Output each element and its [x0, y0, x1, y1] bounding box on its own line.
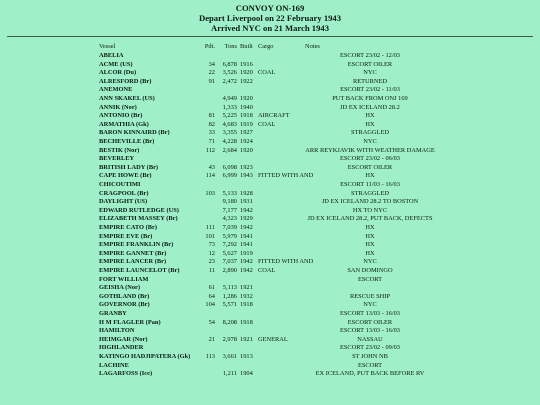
vessel-notes: HX: [365, 241, 375, 249]
vessel-name: HEIMGAR (Nor): [99, 335, 148, 343]
vessel-name: ALRESFORD (Br): [99, 77, 152, 85]
vessel-notes: ESCORT OILER: [347, 60, 393, 68]
vessel-tons: 3,355: [222, 129, 237, 137]
table-row: [0, 181, 540, 189]
vessel-built: 1918: [240, 112, 253, 120]
vessel-cargo: COAL: [258, 120, 276, 128]
vessel-notes: HX TO NYC: [352, 206, 388, 214]
vessel-pdt: 112: [205, 146, 215, 154]
vessel-pdt: 73: [208, 241, 215, 249]
vessel-notes: ESCORT 23/02 - 09/03: [339, 344, 401, 352]
vessel-notes: RETURNED: [352, 77, 388, 85]
vessel-notes: HX: [365, 120, 375, 128]
vessel-name: ANN SKAKEL (US): [99, 95, 155, 102]
vessel-name: BARON KINNAIRD (Br): [99, 129, 170, 137]
vessel-pdt: 82: [208, 120, 215, 128]
vessel-built: 1919: [240, 249, 253, 257]
table-row: [0, 69, 540, 77]
vessel-notes: HX: [365, 112, 375, 120]
table-row: [0, 164, 540, 172]
table-row: [0, 293, 540, 301]
vessel-notes: JD EX ICELAND 28.2: [340, 103, 400, 111]
col-cargo: Cargo: [258, 43, 274, 50]
vessel-tons: 6,098: [222, 163, 237, 171]
vessel-built: 1921: [240, 335, 253, 343]
vessel-notes: ESCORT 11/03 - 16/03: [340, 181, 400, 188]
vessel-cargo: FITTED WITH AND: [258, 258, 314, 266]
vessel-built: 1904: [240, 370, 253, 378]
vessel-built: 1942: [240, 224, 253, 231]
vessel-name: EMPIRE LANCER (Br): [99, 258, 167, 266]
vessel-cargo: COAL: [258, 267, 276, 274]
vessel-tons: 5,571: [222, 301, 237, 309]
vessel-name: GOTHLAND (Br): [99, 292, 150, 300]
vessel-pdt: 12: [208, 249, 215, 257]
vessel-pdt: 22: [208, 69, 215, 77]
vessel-built: 1942: [240, 258, 253, 266]
table-row: [0, 301, 540, 309]
vessel-notes: NASSAU: [357, 335, 383, 343]
vessel-name: BEVERLEY: [99, 155, 135, 163]
vessel-tons: 4,323: [222, 215, 237, 223]
vessel-built: 1913: [240, 353, 253, 360]
vessel-notes: HX: [365, 232, 375, 240]
vessel-name: EMPIRE EVE (Br): [99, 232, 153, 240]
vessel-built: 1941: [240, 232, 253, 240]
vessel-tons: 8,208: [222, 318, 237, 326]
vessel-notes: ESCORT OILER: [347, 318, 393, 326]
vessel-built: 1942: [240, 206, 253, 214]
vessel-tons: 4,228: [222, 138, 237, 145]
vessel-tons: 7,292: [222, 241, 237, 249]
vessel-built: 1916: [240, 60, 253, 68]
vessel-name: ABELIA: [99, 52, 124, 59]
vessel-name: CAPE HOWE (Br): [99, 172, 152, 180]
table-row: [0, 190, 540, 198]
table-row: [0, 241, 540, 249]
table-row: [0, 215, 540, 223]
vessel-name: GOVERNOR (Br): [99, 301, 150, 309]
vessel-name: DAYLIGHT (US): [99, 198, 148, 206]
vessel-cargo: AIRCRAFT: [258, 112, 290, 120]
vessel-notes: RESCUE SHIP: [350, 292, 390, 300]
vessel-name: CHICOUTIMI: [99, 181, 141, 188]
vessel-tons: 5,225: [222, 112, 237, 120]
vessel-name: ACME (US): [99, 60, 133, 68]
table-row: [0, 78, 540, 86]
vessel-name: GEISHA (Nor): [99, 284, 141, 292]
table-row: [0, 276, 540, 284]
vessel-pdt: 21: [208, 335, 215, 343]
vessel-built: 1932: [240, 292, 253, 300]
vessel-name: GRANBY: [99, 310, 127, 317]
col-pdt: Pdt.: [204, 43, 215, 50]
vessel-notes: NYC: [363, 258, 377, 266]
vessel-name: ELIZABETH MASSEY (Br): [99, 215, 178, 223]
vessel-cargo: FITTED WITH AND: [258, 172, 314, 180]
vessel-name: ANTONIO (Br): [99, 112, 143, 120]
table-row: [0, 147, 540, 155]
table-row: [0, 370, 540, 378]
table-row: [0, 138, 540, 146]
col-vessel: Vessel: [99, 43, 116, 50]
vessel-name: BESTIK (Nor): [99, 146, 140, 154]
vessel-name: ARMATHIA (Gk): [99, 120, 149, 128]
table-row: [0, 155, 540, 163]
vessel-pdt: 104: [205, 301, 215, 309]
vessel-pdt: 103: [205, 189, 215, 197]
vessel-tons: 9,180: [222, 198, 237, 206]
vessel-pdt: 11: [208, 267, 215, 274]
vessel-notes: ESCORT OILER: [347, 163, 393, 171]
vessel-notes: SAN DOMINGO: [347, 267, 393, 274]
vessel-notes: ESCORT 13/03 - 16/03: [339, 310, 401, 317]
col-notes: Notes: [305, 43, 320, 50]
vessel-built: 1929: [240, 215, 253, 223]
vessel-notes: STRAGGLED: [351, 189, 389, 197]
vessel-pdt: 101: [205, 232, 215, 240]
table-row: [0, 207, 540, 215]
vessel-notes: JD EX ICELAND 28.2 TO BOSTON: [321, 198, 419, 206]
vessel-name: EDWARD RUTLEDGE (US): [99, 206, 179, 214]
vessel-pdt: 71: [208, 138, 215, 145]
vessel-name: FORT WILLIAM: [99, 275, 149, 283]
vessel-name: BRITISH LADY (Br): [99, 163, 159, 171]
vessel-pdt: 34: [208, 60, 215, 68]
table-row: [0, 319, 540, 327]
vessel-notes: STRAGGLED: [351, 129, 389, 137]
vessel-tons: 6,999: [222, 172, 237, 180]
table-row: [0, 353, 540, 361]
vessel-tons: 1,333: [222, 103, 237, 111]
vessel-built: 1942: [240, 267, 253, 274]
table-row: [0, 310, 540, 318]
vessel-built: 1928: [240, 189, 253, 197]
vessel-tons: 5,113: [222, 284, 237, 292]
table-row: [0, 250, 540, 258]
vessel-tons: 5,133: [222, 189, 237, 197]
col-built: Built: [240, 43, 253, 50]
vessel-notes: NYC: [363, 69, 377, 77]
vessel-tons: 7,037: [222, 258, 237, 266]
vessel-tons: 2,472: [222, 77, 237, 85]
vessel-tons: 4,683: [222, 120, 237, 128]
vessel-name: LACHINE: [99, 361, 129, 369]
vessel-name: BECHEVILLE (Br): [99, 138, 155, 145]
vessel-notes: PUT BACK FROM ONJ 169: [332, 95, 408, 102]
vessel-tons: 4,949: [222, 95, 237, 102]
vessel-notes: ARR REYKJAVIK WITH WEATHER DAMAGE: [305, 146, 435, 154]
convoy-header: [0, 0, 540, 33]
vessel-pdt: 111: [205, 224, 215, 231]
vessel-pdt: 43: [208, 163, 215, 171]
vessel-cargo: GENERAL: [258, 335, 288, 343]
table-row: [0, 344, 540, 352]
vessel-notes: EX ICELAND, PUT BACK BEFORE RV: [315, 370, 425, 378]
vessel-name: EMPIRE LAUNCELOT (Br): [99, 267, 180, 274]
vessel-notes: ESCORT 23/02 - 12/03: [339, 52, 401, 59]
vessel-pdt: 91: [208, 77, 215, 85]
vessel-built: 1931: [240, 198, 253, 206]
table-row: [0, 52, 540, 60]
vessel-built: 1941: [240, 241, 253, 249]
vessel-pdt: 61: [208, 284, 215, 292]
vessel-tons: 7,039: [222, 224, 237, 231]
vessel-name: HIGHLANDER: [99, 344, 144, 352]
vessel-built: 1923: [240, 163, 253, 171]
vessel-notes: ST JOHN NB: [352, 353, 388, 360]
table-row: [0, 224, 540, 232]
vessel-tons: 3,661: [222, 353, 237, 360]
vessel-pdt: 113: [205, 353, 215, 360]
vessel-notes: ESCORT: [357, 361, 383, 369]
vessel-notes: HX: [365, 224, 375, 231]
vessel-name: CRAGPOOL (Br): [99, 189, 149, 197]
vessel-built: 1918: [240, 318, 253, 326]
vessel-tons: 2,684: [222, 146, 237, 154]
vessel-built: 1922: [240, 77, 253, 85]
table-row: [0, 61, 540, 69]
table-row: [0, 129, 540, 137]
vessel-tons: 1,211: [222, 370, 237, 378]
table-row: [0, 172, 540, 180]
vessel-pdt: 64: [208, 292, 215, 300]
vessel-built: 1920: [240, 95, 253, 102]
vessel-tons: 3,526: [222, 69, 237, 77]
vessel-notes: ESCORT 23/02 - 11/03: [340, 86, 400, 94]
vessel-tons: 2,890: [222, 267, 237, 274]
vessel-name: ANNIK (Nor): [99, 103, 137, 111]
table-row: [0, 267, 540, 275]
vessel-built: 1927: [240, 129, 253, 137]
table-row: [0, 233, 540, 241]
table-row: [0, 284, 540, 292]
vessel-notes: HX: [365, 172, 375, 180]
column-headers: [0, 43, 540, 51]
vessel-pdt: 81: [208, 112, 215, 120]
vessel-name: ALCOR (Du): [99, 69, 137, 77]
vessel-notes: ESCORT: [357, 275, 383, 283]
arrive-line: Arrived NYC on 21 March 1943: [211, 23, 329, 33]
vessel-name: ANEMONE: [99, 86, 133, 94]
vessel-name: HAMILTON: [99, 327, 135, 335]
convoy-title: CONVOY ON-169: [235, 3, 305, 13]
vessel-notes: ESCORT 13/03 - 16/03: [339, 327, 401, 335]
vessel-cargo: COAL: [258, 69, 276, 77]
header-divider: [7, 36, 533, 37]
vessel-built: 1920: [240, 146, 253, 154]
vessel-tons: 2,978: [222, 335, 237, 343]
vessel-tons: 5,979: [222, 232, 237, 240]
vessel-built: 1943: [240, 172, 253, 180]
vessel-tons: 7,177: [222, 206, 237, 214]
vessel-built: 1940: [240, 103, 253, 111]
table-row: [0, 198, 540, 206]
table-row: [0, 121, 540, 129]
table-row: [0, 336, 540, 344]
vessel-tons: 1,286: [222, 292, 237, 300]
table-row: [0, 112, 540, 120]
vessel-name: LAGARFOSS (Ice): [99, 370, 153, 378]
vessel-tons: 5,627: [222, 249, 237, 257]
table-row: [0, 86, 540, 94]
vessel-pdt: 33: [208, 129, 215, 137]
vessel-notes: JD EX ICELAND 28.2, PUT BACK, DEFECTS: [307, 215, 433, 223]
vessel-notes: NYC: [363, 301, 377, 309]
vessel-pdt: 23: [208, 258, 215, 266]
vessel-built: 1924: [240, 138, 253, 145]
vessel-name: KATINGO HADJIPATERA (Gk): [99, 353, 191, 360]
depart-line: Depart Liverpool on 22 February 1943: [198, 13, 342, 23]
vessel-name: EMPIRE GANNET (Br): [99, 249, 167, 257]
vessel-notes: NYC: [363, 138, 377, 145]
vessel-pdt: 114: [205, 172, 215, 180]
vessel-built: 1919: [240, 120, 253, 128]
vessel-built: 1918: [240, 301, 253, 309]
vessel-notes: ESCORT 23/02 - 06/03: [339, 155, 401, 163]
vessel-built: 1920: [240, 69, 253, 77]
vessel-built: 1921: [240, 284, 253, 292]
vessel-name: EMPIRE CATO (Br): [99, 224, 157, 231]
table-row: [0, 104, 540, 112]
vessel-name: H M FLAGLER (Pan): [99, 318, 161, 326]
vessel-notes: HX: [365, 249, 375, 257]
table-row: [0, 362, 540, 370]
table-row: [0, 258, 540, 266]
col-tons: Tons: [224, 43, 237, 50]
vessel-tons: 6,878: [222, 60, 237, 68]
table-row: [0, 95, 540, 103]
vessel-name: EMPIRE FRANKLIN (Br): [99, 241, 174, 249]
vessel-pdt: 54: [208, 318, 215, 326]
table-row: [0, 327, 540, 335]
